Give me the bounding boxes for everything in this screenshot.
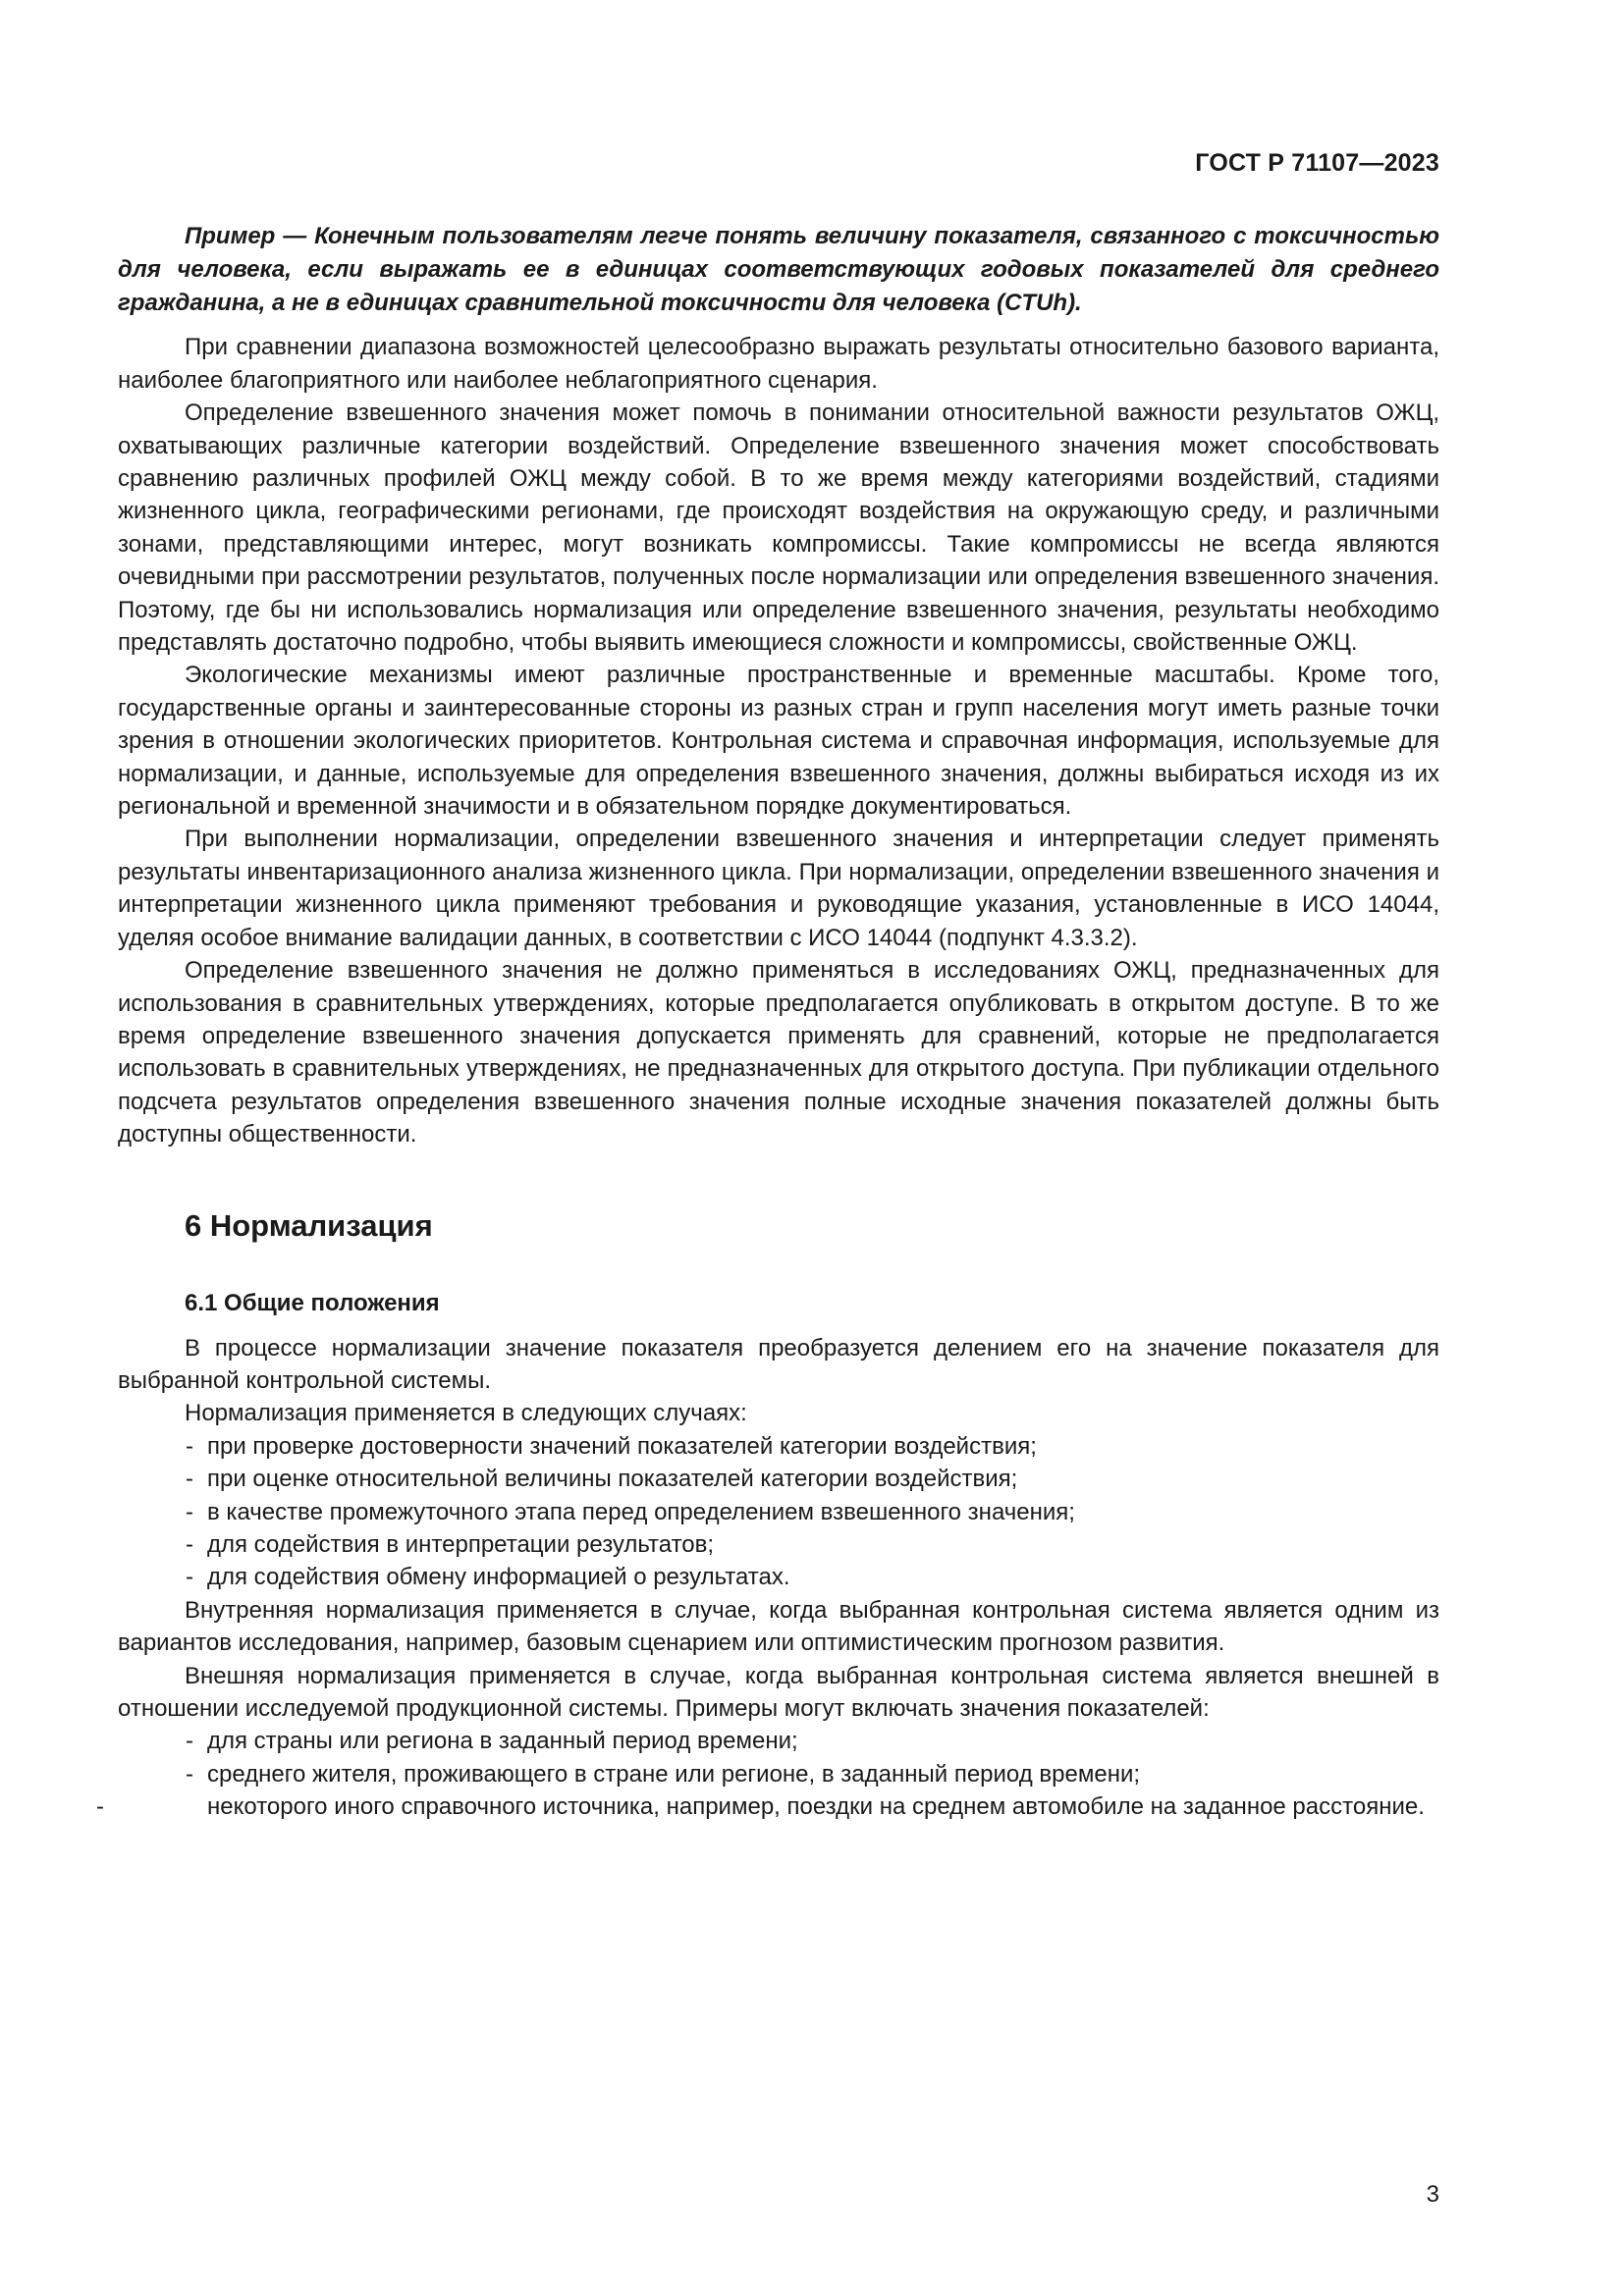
document-page [118, 0, 1439, 2296]
list-item: - некоторого иного справочного источника, например, поездки на среднем автомобиле на заданное расстояние. [95, 1790, 1439, 1823]
list-item: - для содействия обмену информацией о результатах. [185, 1561, 1439, 1593]
list-item: - для содействия в интерпретации результатов; [185, 1528, 1439, 1561]
list-item: - при проверке достоверности значений показателей категории воздействия; [185, 1430, 1439, 1463]
paragraph-weighting-importance: Определение взвешенного значения может помочь в понимании относительной важности результатов ОЖЦ, охватывающих различные категории воздействий. Определение взвешенного значения может способствовать сравнению различных профилей ОЖЦ между собой. В то же время между категориями воздействий, стадиями жизненного цикла, географическими регионами, где происходят воздействия на окружающую среду, и различными зонами, представляющими интерес, могут возникать компромиссы. Такие компромиссы не всегда являются очевидными при рассмотрении результатов, полученных после нормализации или определения взвешенного значения. Поэтому, где бы ни использовались нормализация или определение взвешенного значения, результаты необходимо представлять достаточно подробно, чтобы выявить имеющиеся сложности и компромиссы, свойственные ОЖЦ. [118, 400, 1439, 657]
list-item: - для страны или региона в заданный период времени; [185, 1725, 1439, 1757]
subsection-heading-general: 6.1 Общие положения [185, 1289, 440, 1316]
paragraph-weighting-restrictions: Определение взвешенного значения не должно применяться в исследованиях ОЖЦ, предназначенных для использования в сравнительных утверждениях, которые предполагается опубликовать в открытом доступе. В то же время определение взвешенного значения допускается применять для сравнений, которые не предполагается использовать в сравнительных утверждениях, не предназначенных для открытого доступа. При публикации отдельного подсчета результатов определения взвешенного значения полные исходные значения показателей должны быть доступны общественности. [118, 957, 1439, 1148]
page-number: 3 [1426, 2181, 1439, 2208]
normalization-cases-list [118, 1430, 1439, 1594]
external-examples-list [118, 1725, 1439, 1823]
paragraph-ecological-mechanisms: Экологические механизмы имеют различные пространственные и временные масштабы. Кроме того, государственные органы и заинтересованные стороны из разных стран и групп населения могут иметь разные точки зрения в отношении экологических приоритетов. Контрольная система и справочная информация, используемые для нормализации, и данные, используемые для определения взвешенного значения, должны выбираться исходя из их региональной и временной значимости и в обязательном порядке документироваться. [118, 662, 1439, 821]
list-item: - при оценке относительной величины показателей категории воздействия; [185, 1463, 1439, 1495]
list-item: - среднего жителя, проживающего в стране или регионе, в заданный период времени; [185, 1758, 1439, 1790]
paragraph-normalization-intro: В процессе нормализации значение показателя преобразуется делением его на значение показателя для выбранной контрольной системы. [118, 1334, 1439, 1394]
paragraph-cases-intro: Нормализация применяется в следующих случаях: [185, 1400, 747, 1427]
example-note: Пример — Конечным пользователям легче понять величину показателя, связанного с токсичностью для человека, если выражать ее в единицах соответствующих годовых показателей для среднего гражданина, а не в единицах сравнительной токсичности для человека (CTUh). [118, 223, 1439, 316]
paragraph-comparison-range: При сравнении диапазона возможностей целесообразно выражать результаты относительно базового варианта, наиболее благоприятного или наиболее неблагоприятного сценария. [118, 334, 1439, 394]
list-item: - в качестве промежуточного этапа перед определением взвешенного значения; [185, 1496, 1439, 1528]
paragraph-normalization-application: При выполнении нормализации, определении взвешенного значения и интерпретации следует применять результаты инвентаризационного анализа жизненного цикла. При нормализации, определении взвешенного значения и интерпретации жизненного цикла применяют требования и руководящие указания, установленные в ИСО 14044, уделяя особое внимание валидации данных, в соответствии с ИСО 14044 (подпункт 4.3.3.2). [118, 826, 1439, 951]
paragraph-external-normalization: Внешняя нормализация применяется в случае, когда выбранная контрольная система является внешней в отношении исследуемой продукционной системы. Примеры могут включать значения показателей: [118, 1662, 1439, 1723]
section-heading-normalization: 6 Нормализация [185, 1207, 433, 1243]
paragraph-internal-normalization: Внутренняя нормализация применяется в случае, когда выбранная контрольная система является одним из вариантов исследования, например, базовым сценарием или оптимистическим прогнозом развития. [118, 1596, 1439, 1657]
page-content [118, 220, 1439, 1824]
document-code-header: ГОСТ Р 71107—2023 [1195, 149, 1439, 177]
